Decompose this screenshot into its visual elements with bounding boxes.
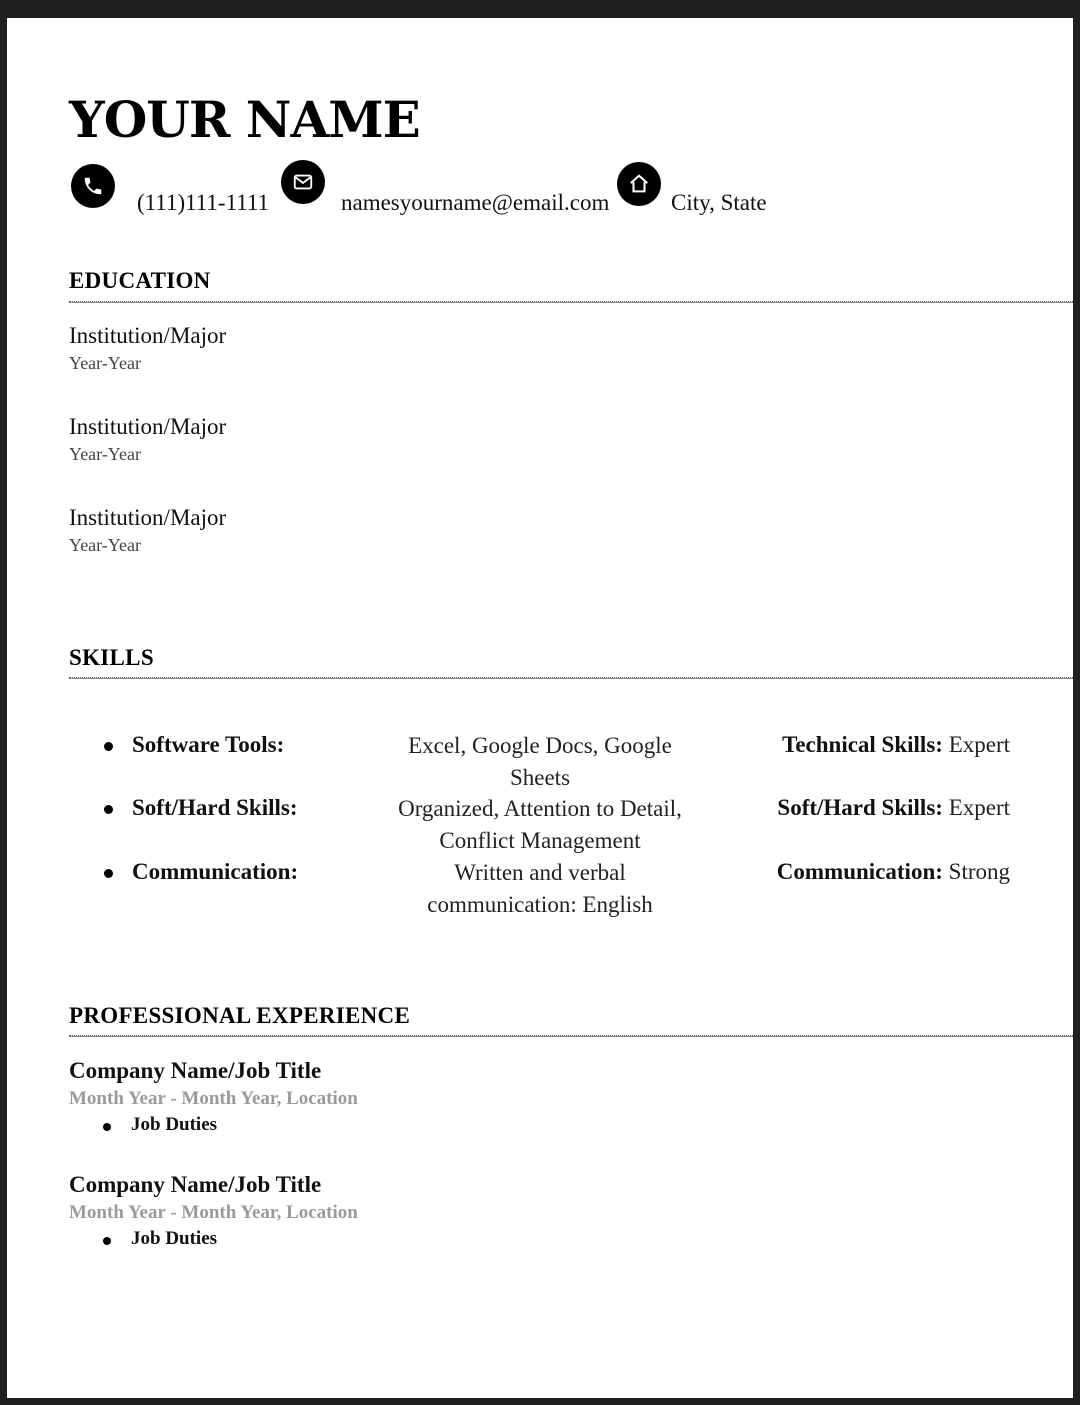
bullet-icon: [103, 1237, 111, 1245]
email-text[interactable]: namesyourname@email.com: [341, 190, 610, 215]
skill-level-label: Soft/Hard Skills:: [777, 795, 943, 820]
job-title: Company Name/Job Title: [69, 1172, 322, 1197]
skill-category: Software Tools:: [132, 732, 285, 757]
resume-page: [7, 18, 1073, 1398]
education-years: Year-Year: [69, 353, 141, 373]
job-duty: [69, 1228, 358, 1250]
bullet-icon: [103, 1123, 111, 1131]
education-institution: Institution/Major: [69, 323, 227, 348]
education-institution: Institution/Major: [69, 414, 227, 439]
education-entry: [69, 323, 226, 374]
email-icon: [281, 160, 325, 204]
skill-category: Communication:: [132, 859, 299, 884]
education-entry: [69, 414, 226, 465]
bullet-icon: [104, 805, 113, 814]
job-dates: Month Year - Month Year, Location: [69, 1088, 358, 1109]
phone-icon: [71, 164, 115, 208]
skill-category: Soft/Hard Skills:: [132, 795, 298, 820]
location-text: City, State: [671, 190, 767, 215]
job-dates: Month Year - Month Year, Location: [69, 1202, 358, 1223]
skill-description: Excel, Google Docs, Google Sheets: [408, 733, 672, 790]
skill-level: [777, 795, 1010, 821]
skill-level: [777, 859, 1010, 885]
education-heading: EDUCATION: [69, 268, 211, 293]
education-entry: [69, 505, 226, 556]
skills-heading: SKILLS: [69, 645, 154, 670]
job-duty-text: Job Duties: [131, 1228, 218, 1249]
education-years: Year-Year: [69, 444, 141, 464]
skill-level: [782, 732, 1010, 758]
resume-name: YOUR NAME: [69, 90, 420, 149]
bullet-icon: [104, 869, 113, 878]
job-duty: [69, 1114, 358, 1136]
skill-level-label: Communication:: [776, 859, 943, 884]
job-title: Company Name/Job Title: [69, 1058, 322, 1083]
phone-text[interactable]: (111)111-1111: [137, 190, 270, 215]
skill-level-label: Technical Skills:: [782, 732, 943, 757]
job-duty-text: Job Duties: [131, 1114, 218, 1135]
skill-level-value: Strong: [942, 859, 1010, 884]
job-entry: [69, 1058, 358, 1136]
skills-divider: [69, 677, 1073, 679]
experience-heading: PROFESSIONAL EXPERIENCE: [69, 1003, 411, 1028]
education-institution: Institution/Major: [69, 505, 227, 530]
skill-level-value: Expert: [942, 732, 1010, 757]
job-entry: [69, 1172, 358, 1250]
bullet-icon: [104, 742, 113, 751]
home-icon: [617, 162, 661, 206]
skill-description: Organized, Attention to Detail, Conflict Management: [398, 796, 682, 853]
education-years: Year-Year: [69, 535, 141, 555]
education-divider: [69, 301, 1073, 303]
experience-divider: [69, 1035, 1073, 1037]
skill-description: Written and verbal communication: English: [427, 860, 653, 917]
skill-level-value: Expert: [942, 795, 1010, 820]
